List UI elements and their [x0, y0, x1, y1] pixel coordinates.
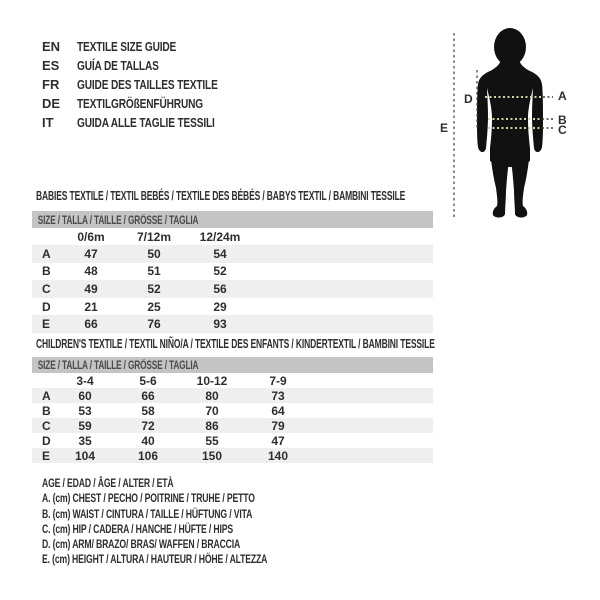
language-code: IT [42, 115, 54, 130]
legend-item: C. (cm) HIP / CADERA / HANCHE / HÜFTE / HIPS [42, 521, 233, 536]
language-label: TEXTILE SIZE GUIDE [77, 39, 177, 54]
cell-value: 48 [84, 264, 98, 279]
measure-label-b: B [558, 113, 567, 127]
cell-value: 64 [271, 403, 285, 418]
cell-value: 86 [205, 418, 219, 433]
cell-value: 66 [141, 388, 155, 403]
legend-item: E. (cm) HEIGHT / ALTURA / HAUTEUR / HÖHE / ALTEZZA [42, 552, 268, 567]
children-size-bar: SIZE / TALLA / TAILLE / GRÖSSE / TAGLIA [32, 357, 433, 373]
cell-value: 54 [213, 246, 227, 261]
cell-value: 55 [205, 433, 219, 448]
table-row [32, 315, 433, 333]
cell-value: 47 [271, 433, 285, 448]
row-label: C [42, 418, 51, 433]
table-row [32, 245, 433, 263]
children-size-table [32, 388, 433, 463]
cell-value: 76 [147, 317, 161, 332]
cell-value: 58 [141, 403, 155, 418]
language-row [42, 94, 257, 113]
cell-value: 29 [213, 299, 227, 314]
table-row [32, 418, 433, 433]
row-label: D [42, 299, 51, 314]
cell-value: 72 [141, 418, 155, 433]
row-label: B [42, 264, 51, 279]
children-section-title: CHILDREN'S TEXTILE / TEXTIL NIÑO/A / TEXTILE DES ENFANTS / KINDERTEXTIL / BAMBINI TESSILE [36, 337, 435, 351]
legend-age-line: AGE / EDAD / ÂGE / ALTER / ETÀ [42, 476, 174, 490]
cell-value: 50 [147, 246, 161, 261]
row-label: E [42, 448, 51, 463]
column-header: 10-12 [196, 373, 228, 388]
measure-label-d: D [464, 92, 473, 106]
language-row [42, 37, 257, 56]
cell-value: 49 [84, 281, 98, 296]
cell-value: 52 [213, 264, 227, 279]
babies-column-headers [32, 228, 433, 245]
language-label: GUIDE DES TAILLES TEXTILE [77, 77, 218, 92]
row-label: E [42, 317, 51, 332]
language-label: TEXTILGRÖßENFÜHRUNG [77, 96, 204, 111]
column-header: 0/6m [77, 229, 105, 244]
children-column-headers [32, 373, 433, 388]
column-header: 3-4 [76, 373, 94, 388]
language-code: ES [42, 58, 60, 73]
babies-size-bar: SIZE / TALLA / TAILLE / GRÖSSE / TAGLIA [32, 211, 433, 228]
cell-value: 25 [147, 299, 161, 314]
column-header: 7-9 [269, 373, 287, 388]
cell-value: 59 [78, 418, 92, 433]
cell-value: 56 [213, 281, 227, 296]
row-label: A [42, 388, 51, 403]
row-label: A [42, 246, 51, 261]
cell-value: 150 [201, 448, 223, 463]
legend-item: D. (cm) ARM/ BRAZO/ BRAS/ WAFFEN / BRACCIA [42, 537, 241, 552]
cell-value: 52 [147, 281, 161, 296]
cell-value: 51 [147, 264, 161, 279]
language-row [42, 75, 257, 94]
language-row [42, 113, 257, 132]
language-label: GUÍA DE TALLAS [77, 58, 159, 73]
cell-value: 35 [78, 433, 92, 448]
column-header: 5-6 [139, 373, 157, 388]
column-header: 12/24m [199, 229, 241, 244]
language-code: EN [42, 39, 61, 54]
table-row [32, 263, 433, 281]
cell-value: 21 [84, 299, 98, 314]
measure-label-c: C [558, 123, 567, 137]
row-label: C [42, 281, 51, 296]
language-list [42, 37, 257, 132]
cell-value: 53 [78, 403, 92, 418]
cell-value: 66 [84, 317, 98, 332]
cell-value: 80 [205, 388, 219, 403]
measure-label-a: A [558, 89, 567, 103]
table-row [32, 280, 433, 298]
cell-value: 93 [213, 317, 227, 332]
language-code: DE [42, 96, 61, 111]
language-row [42, 56, 257, 75]
cell-value: 79 [271, 418, 285, 433]
cell-value: 140 [267, 448, 289, 463]
cell-value: 70 [205, 403, 219, 418]
table-row [32, 403, 433, 418]
cell-value: 73 [271, 388, 285, 403]
row-label: B [42, 403, 51, 418]
cell-value: 106 [137, 448, 159, 463]
babies-size-table [32, 245, 433, 333]
table-row [32, 388, 433, 403]
language-code: FR [42, 77, 60, 92]
table-row [32, 448, 433, 463]
column-header: 7/12m [136, 229, 172, 244]
cell-value: 60 [78, 388, 92, 403]
cell-value: 40 [141, 433, 155, 448]
language-label: GUIDA ALLE TAGLIE TESSILI [77, 115, 215, 130]
table-row [32, 298, 433, 316]
cell-value: 104 [74, 448, 96, 463]
cell-value: 47 [84, 246, 98, 261]
table-row [32, 433, 433, 448]
row-label: D [42, 433, 51, 448]
measurement-legend [42, 476, 355, 568]
legend-item: B. (cm) WAIST / CINTURA / TAILLE / HÜFTUNG / VITA [42, 506, 253, 521]
legend-item: A. (cm) CHEST / PECHO / POITRINE / TRUHE / PETTO [42, 491, 255, 506]
measure-label-e: E [440, 121, 449, 135]
babies-section-title: BABIES TEXTILE / TEXTIL BEBÉS / TEXTILE DES BÉBÉS / BABYS TEXTIL / BAMBINI TESSILE [36, 189, 406, 203]
